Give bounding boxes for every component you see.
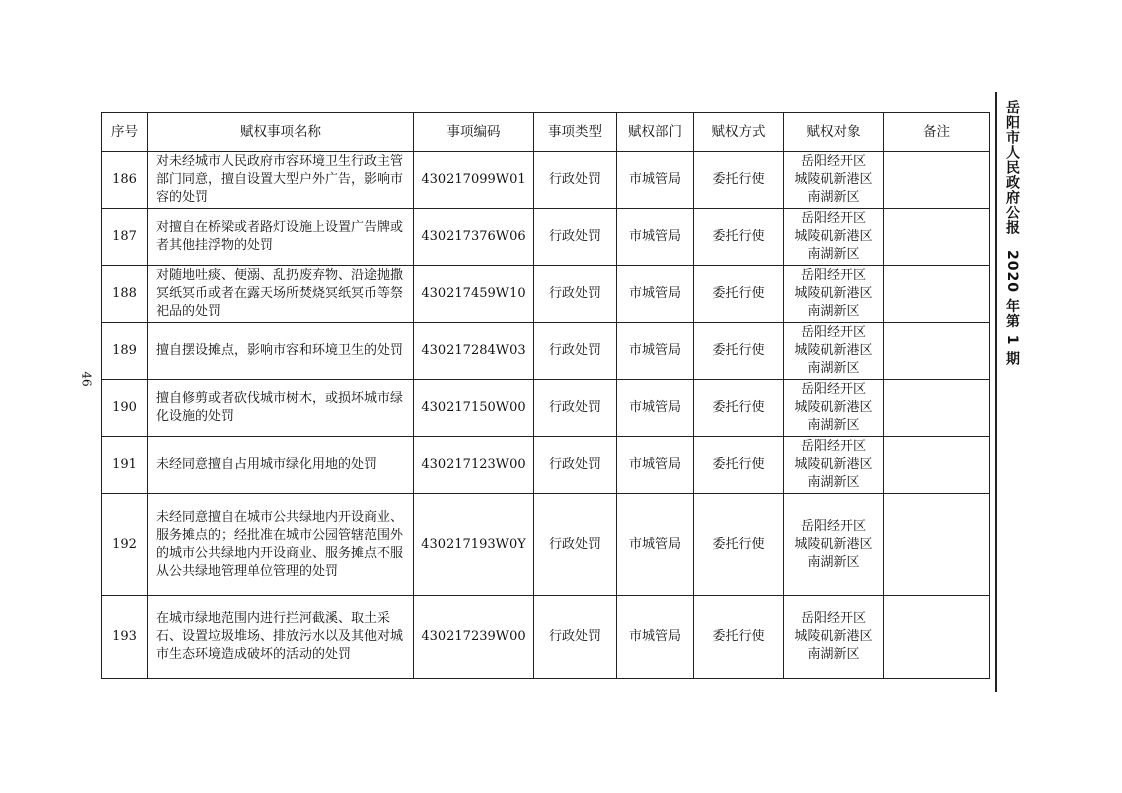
item-name: 擅自摆设摊点，影响市容和环境卫生的处罚 [148, 323, 414, 380]
table-row [102, 494, 990, 596]
item-dept: 市城管局 [617, 209, 694, 266]
header-cell: 赋权方式 [694, 113, 784, 152]
header-cell: 赋权事项名称 [148, 113, 414, 152]
target-line: 南湖新区 [807, 475, 860, 490]
target-line: 城陵矶新港区 [794, 536, 873, 552]
item-note [884, 266, 990, 323]
item-note [884, 596, 990, 679]
item-note [884, 494, 990, 596]
target-line: 南湖新区 [807, 247, 860, 262]
item-note [884, 323, 990, 380]
target-line: 岳阳经开区 [800, 154, 866, 169]
target-line: 岳阳经开区 [800, 268, 866, 283]
item-dept: 市城管局 [617, 596, 694, 679]
table-row [102, 209, 990, 266]
target-line: 岳阳经开区 [800, 211, 866, 226]
row-number: 192 [102, 494, 148, 596]
target-line: 岳阳经开区 [800, 611, 866, 626]
item-code: 430217239W00 [414, 596, 534, 679]
table-row [102, 152, 990, 209]
header-cell: 事项编码 [414, 113, 534, 152]
header-cell: 备注 [884, 113, 990, 152]
item-name: 对擅自在桥梁或者路灯设施上设置广告牌或者其他挂浮物的处罚 [148, 209, 414, 266]
item-note [884, 380, 990, 437]
target-line: 南湖新区 [807, 647, 860, 662]
item-method: 委托行使 [694, 596, 784, 679]
item-name: 在城市绿地范围内进行拦河截溪、取土采石、设置垃圾堆场、排放污水以及其他对城市生态环境造成破坏的活动的处罚 [148, 596, 414, 679]
authorization-table [101, 112, 990, 679]
item-code: 430217376W06 [414, 209, 534, 266]
row-number: 193 [102, 596, 148, 679]
item-type: 行政处罚 [534, 152, 617, 209]
target-line: 南湖新区 [807, 190, 860, 205]
item-name: 未经同意擅自占用城市绿化用地的处罚 [148, 437, 414, 494]
item-type: 行政处罚 [534, 209, 617, 266]
item-method: 委托行使 [694, 380, 784, 437]
item-type: 行政处罚 [534, 266, 617, 323]
target-line: 城陵矶新港区 [794, 457, 873, 472]
table-row [102, 380, 990, 437]
table-header-row [102, 113, 990, 152]
item-code: 430217459W10 [414, 266, 534, 323]
item-dept: 市城管局 [617, 437, 694, 494]
item-target [784, 152, 884, 209]
item-name: 未经同意擅自在城市公共绿地内开设商业、服务摊点的；经批准在城市公园管辖范围外的城市公共绿地内开设商业、服务摊点不服从公共绿地管理单位管理的处罚 [148, 494, 414, 596]
item-method: 委托行使 [694, 494, 784, 596]
row-number: 191 [102, 437, 148, 494]
target-line: 岳阳经开区 [800, 325, 866, 340]
table-row [102, 437, 990, 494]
item-method: 委托行使 [694, 209, 784, 266]
table-row [102, 266, 990, 323]
header-cell: 事项类型 [534, 113, 617, 152]
target-line: 城陵矶新港区 [794, 629, 873, 644]
row-number: 189 [102, 323, 148, 380]
target-line: 岳阳经开区 [800, 439, 866, 454]
item-type: 行政处罚 [534, 437, 617, 494]
item-method: 委托行使 [694, 323, 784, 380]
page-number: 46 [79, 371, 94, 387]
item-target [784, 323, 884, 380]
item-dept: 市城管局 [617, 152, 694, 209]
item-target [784, 437, 884, 494]
target-line: 南湖新区 [807, 554, 860, 570]
publication-title: 岳阳市人民政府公报 2020 年第 1 期 [1004, 100, 1020, 367]
target-line: 城陵矶新港区 [794, 400, 873, 415]
item-name: 对未经城市人民政府市容环境卫生行政主管部门同意，擅自设置大型户外广告，影响市容的处罚 [148, 152, 414, 209]
table-row [102, 323, 990, 380]
authorization-table-wrapper [101, 112, 989, 679]
item-type: 行政处罚 [534, 323, 617, 380]
item-note [884, 437, 990, 494]
item-method: 委托行使 [694, 266, 784, 323]
target-line: 城陵矶新港区 [794, 172, 873, 187]
row-number: 186 [102, 152, 148, 209]
item-target [784, 494, 884, 596]
target-line: 南湖新区 [807, 304, 860, 319]
header-cell: 赋权对象 [784, 113, 884, 152]
item-code: 430217150W00 [414, 380, 534, 437]
item-target [784, 596, 884, 679]
row-number: 187 [102, 209, 148, 266]
target-line: 城陵矶新港区 [794, 343, 873, 358]
item-target [784, 266, 884, 323]
item-type: 行政处罚 [534, 596, 617, 679]
item-dept: 市城管局 [617, 494, 694, 596]
item-method: 委托行使 [694, 152, 784, 209]
target-line: 城陵矶新港区 [794, 286, 873, 301]
item-type: 行政处罚 [534, 494, 617, 596]
item-type: 行政处罚 [534, 380, 617, 437]
target-line: 南湖新区 [807, 418, 860, 433]
target-line: 南湖新区 [807, 361, 860, 376]
target-line: 岳阳经开区 [800, 382, 866, 397]
row-number: 190 [102, 380, 148, 437]
target-line: 岳阳经开区 [800, 518, 866, 534]
item-target [784, 380, 884, 437]
item-code: 430217193W0Y [414, 494, 534, 596]
item-name: 对随地吐痰、便溺、乱扔废弃物、沿途抛撒冥纸冥币或者在露天场所焚烧冥纸冥币等祭祀品的处罚 [148, 266, 414, 323]
item-dept: 市城管局 [617, 380, 694, 437]
target-line: 城陵矶新港区 [794, 229, 873, 244]
item-dept: 市城管局 [617, 266, 694, 323]
item-code: 430217123W00 [414, 437, 534, 494]
row-number: 188 [102, 266, 148, 323]
item-code: 430217099W01 [414, 152, 534, 209]
table-row [102, 596, 990, 679]
item-note [884, 209, 990, 266]
item-target [784, 209, 884, 266]
item-method: 委托行使 [694, 437, 784, 494]
side-divider-line [995, 92, 997, 692]
header-cell: 赋权部门 [617, 113, 694, 152]
header-cell: 序号 [102, 113, 148, 152]
item-note [884, 152, 990, 209]
item-code: 430217284W03 [414, 323, 534, 380]
item-name: 擅自修剪或者砍伐城市树木，或损坏城市绿化设施的处罚 [148, 380, 414, 437]
item-dept: 市城管局 [617, 323, 694, 380]
